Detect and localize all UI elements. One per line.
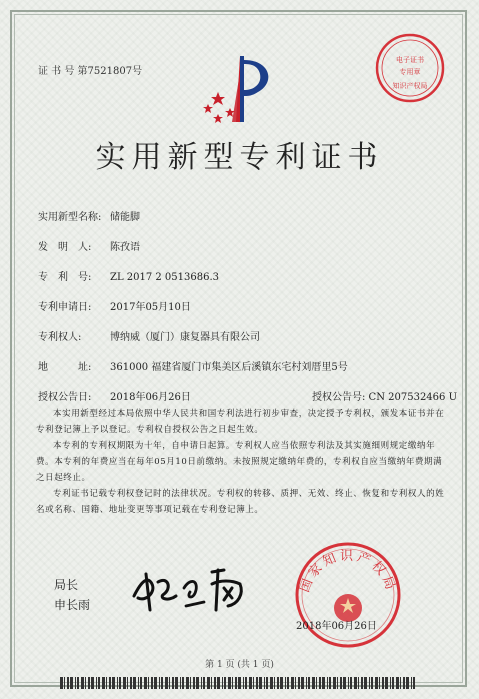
- svg-text:电子证书: 电子证书: [396, 56, 424, 64]
- field-value: 2018年06月26日: [110, 392, 191, 403]
- paragraph-term: 本专利的专利权期限为十年，自申请日起算。专利权人应当依照专利法及其实施细则规定缴纳年费。本专利的年费应当在每年05月10日前缴纳。未按照规定缴纳年费的，专利权自应当缴纳年费期满之日起终止。: [36, 441, 443, 483]
- field-application-date: [38, 298, 191, 313]
- seal-text: 国家知识产权局: [297, 549, 399, 595]
- field-address: [38, 358, 348, 373]
- field-label: 专 利 号:: [38, 272, 92, 283]
- field-value: 陈孜语: [110, 242, 140, 253]
- star-icon: [203, 92, 235, 123]
- svg-text:专用章: 专用章: [399, 68, 421, 76]
- certificate-number: 证 书 号 第7521807号: [38, 66, 143, 77]
- paragraph-legal-status: 专利证书记载专利权登记时的法律状况。专利权的转移、质押、无效、终止、恢复和专利权人的姓名或名称、国籍、地址变更等事项记载在专利登记簿上。: [36, 489, 445, 515]
- office-seal: [288, 540, 408, 650]
- field-label: 地 址:: [38, 362, 92, 373]
- field-label: 发 明 人:: [38, 242, 92, 253]
- field-label: 专利申请日:: [38, 302, 92, 313]
- field-label: 专利权人:: [38, 332, 82, 343]
- page-footer: 第 1 页 (共 1 页): [205, 660, 274, 670]
- field-inventor: [38, 238, 140, 253]
- document-title: 实用新型专利证书: [95, 140, 384, 175]
- director-title: 局长: [54, 578, 79, 592]
- emblem-icon: [396, 55, 424, 76]
- field-patent-number: [38, 268, 219, 283]
- handwritten-signature: [128, 558, 256, 618]
- field-patentee: [38, 328, 260, 343]
- field-label: 授权公告日:: [38, 392, 92, 403]
- field-value: 博纳威（厦门）康复器具有限公司: [110, 332, 260, 343]
- field-value: 361000 福建省厦门市集美区后溪镇东宅村刘厝里5号: [110, 362, 348, 373]
- barcode: [60, 677, 420, 689]
- field-value: 2017年05月10日: [110, 302, 191, 313]
- svg-text:国家知识产权局: [298, 549, 399, 595]
- announcement-number: 授权公告号: CN 207532466 U: [312, 392, 457, 403]
- seal-date: 2018年06月26日: [296, 621, 377, 632]
- top-seal: [374, 32, 446, 104]
- field-value: 储能脚: [110, 212, 140, 223]
- paragraph-grant: 本实用新型经过本局依照中华人民共和国专利法进行初步审查，决定授予专利权，颁发本证书并在专利登记簿上予以登记。专利权自授权公告之日起生效。: [36, 409, 445, 435]
- field-grant-date: [38, 388, 191, 403]
- field-label: 实用新型名称:: [38, 212, 102, 223]
- field-utility-model-name: [38, 208, 140, 223]
- patent-office-logo: [196, 52, 286, 124]
- field-value: ZL 2017 2 0513686.3: [110, 272, 220, 283]
- top-seal-text: 知识产权局: [392, 82, 428, 90]
- director-name: 申长雨: [54, 598, 91, 612]
